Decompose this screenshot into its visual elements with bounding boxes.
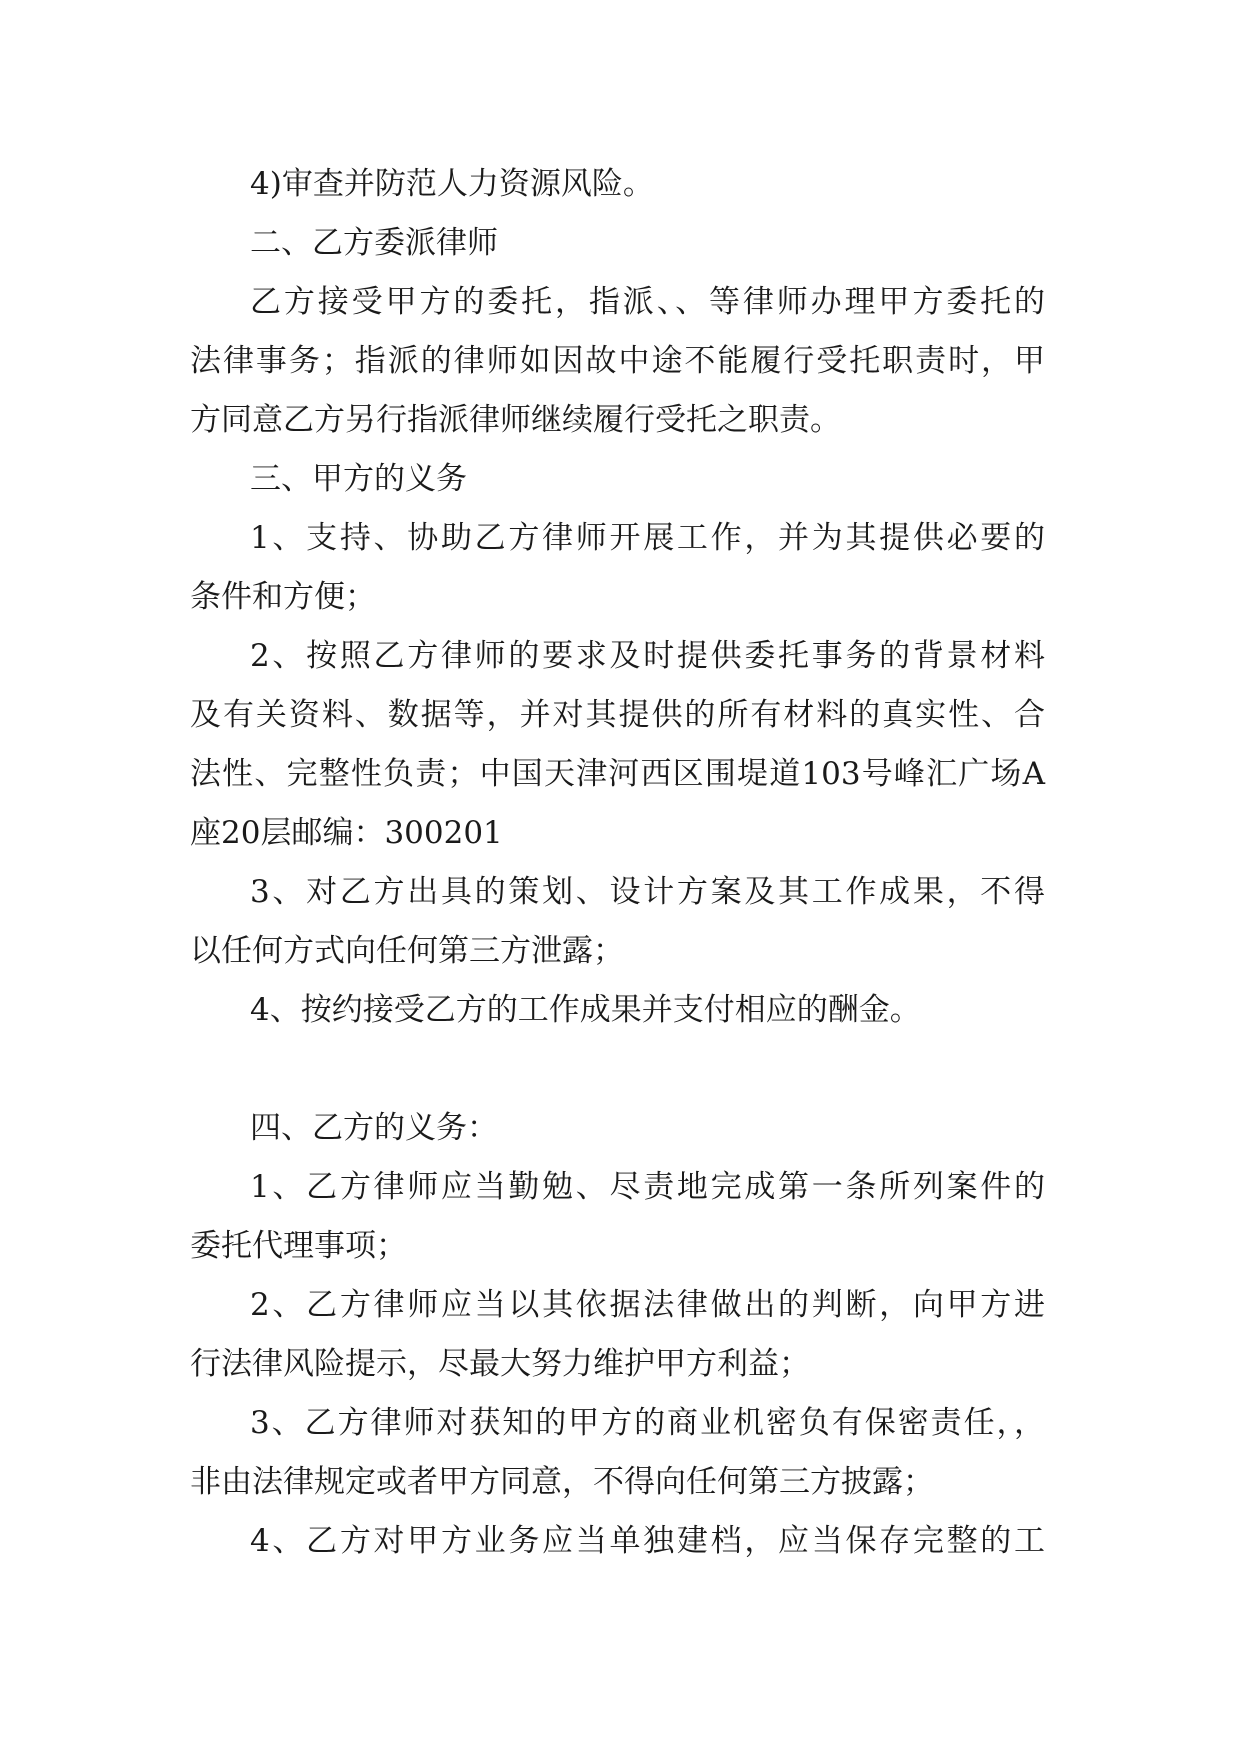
heading-section-3: 三、甲方的义务 xyxy=(250,461,467,497)
text-line: 委托代理事项； xyxy=(190,1228,407,1264)
text-line: 4、乙方对甲方业务应当单独建档，应当保存完整的工 xyxy=(250,1523,1045,1559)
text-line: 3、对乙方出具的策划、设计方案及其工作成果，不得 xyxy=(250,874,1045,910)
text-line: 1、乙方律师应当勤勉、尽责地完成第一条所列案件的 xyxy=(250,1169,1045,1205)
text-line: 2、按照乙方律师的要求及时提供委托事务的背景材料 xyxy=(250,638,1045,674)
heading-section-2: 二、乙方委派律师 xyxy=(250,225,498,261)
text-line: 1、支持、协助乙方律师开展工作，并为其提供必要的 xyxy=(250,520,1045,556)
text-line: 法律事务；指派的律师如因故中途不能履行受托职责时，甲 xyxy=(190,343,1045,379)
text-line-item-4-hr-risk: 4)审查并防范人力资源风险。 xyxy=(250,166,654,202)
text-line: 2、乙方律师应当以其依据法律做出的判断，向甲方进 xyxy=(250,1287,1045,1323)
text-line: 以任何方式向任何第三方泄露； xyxy=(190,933,624,969)
text-line: 乙方接受甲方的委托，指派、、等律师办理甲方委托的 xyxy=(250,284,1045,320)
text-line-postcode: 座20层邮编：300201 xyxy=(190,815,503,851)
text-line: 方同意乙方另行指派律师继续履行受托之职责。 xyxy=(190,402,841,438)
text-line: 非由法律规定或者甲方同意，不得向任何第三方披露； xyxy=(190,1464,934,1500)
text-line-address: 法性、完整性负责；中国天津河西区围堤道103号峰汇广场A xyxy=(190,756,1045,792)
text-line: 3、乙方律师对获知的甲方的商业机密负有保密责任，， xyxy=(250,1405,1045,1441)
text-line: 行法律风险提示，尽最大努力维护甲方利益； xyxy=(190,1346,810,1382)
heading-section-4: 四、乙方的义务： xyxy=(250,1110,498,1146)
text-line: 条件和方便； xyxy=(190,579,376,615)
text-line: 4、按约接受乙方的工作成果并支付相应的酬金。 xyxy=(250,992,921,1028)
text-line: 及有关资料、数据等，并对其提供的所有材料的真实性、合 xyxy=(190,697,1045,733)
